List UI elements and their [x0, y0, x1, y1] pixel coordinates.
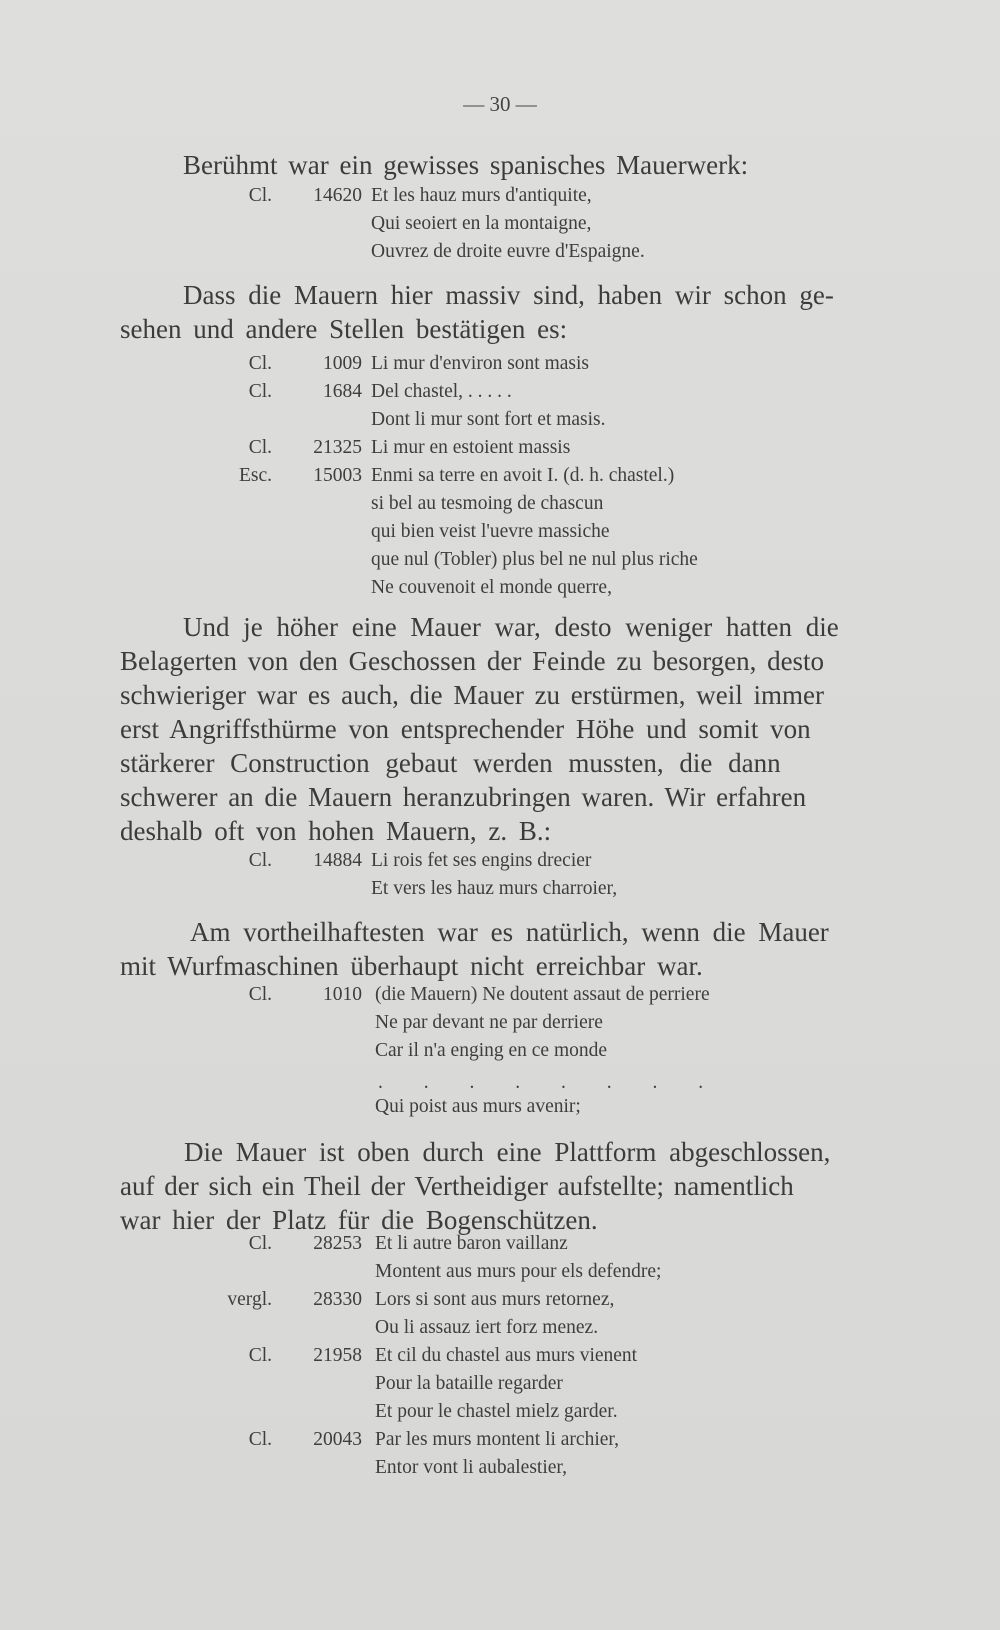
paragraph-line: deshalb oft von hohen Mauern, z. B.:	[120, 816, 552, 846]
citation-verse-number: 28253	[313, 1233, 362, 1254]
citation-text: Qui seoiert en la montaigne,	[371, 213, 592, 234]
citation-text: Montent aus murs pour els defendre;	[375, 1261, 662, 1282]
paragraph-line: sehen und andere Stellen bestätigen es:	[120, 314, 568, 344]
citation-text: Ou li assauz iert forz menez.	[375, 1317, 599, 1338]
citation-source: Cl.	[248, 353, 272, 374]
citation-text: Et pour le chastel mielz garder.	[375, 1401, 618, 1422]
citation-source: Cl.	[248, 185, 272, 206]
citation-source: Cl.	[248, 437, 272, 458]
citation-source: Cl.	[248, 1429, 272, 1450]
paragraph-line: schwieriger war es auch, die Mauer zu erstürmen, weil immer	[120, 680, 824, 710]
paragraph-line: Und je höher eine Mauer war, desto weniger hatten die	[183, 612, 839, 642]
citation-text: que nul (Tobler) plus bel ne nul plus riche	[371, 549, 698, 570]
citation-text: Et cil du chastel aus murs vienent	[375, 1345, 638, 1366]
citation-text: qui bien veist l'uevre massiche	[371, 521, 610, 542]
citation-text: Car il n'a enging en ce monde	[375, 1040, 608, 1061]
paragraph-line: Berühmt war ein gewisses spanisches Mauerwerk:	[183, 150, 749, 180]
citation-source: Cl.	[248, 984, 272, 1005]
citation-text: Ne couvenoit el monde querre,	[371, 577, 612, 598]
paragraph-line: stärkerer Construction gebaut werden mussten, die dann	[120, 748, 781, 778]
citation-text: Et li autre baron vaillanz	[375, 1233, 568, 1254]
paragraph-line: auf der sich ein Theil der Vertheidiger aufstellte; namentlich	[120, 1171, 794, 1201]
paragraph-line: Am vortheilhaftesten war es natürlich, wenn die Mauer	[190, 917, 829, 947]
paragraph-line: Die Mauer ist oben durch eine Plattform abgeschlossen,	[184, 1137, 831, 1167]
citation-text: Et vers les hauz murs charroier,	[371, 878, 618, 899]
citation-text: si bel au tesmoing de chascun	[371, 493, 604, 514]
citation-text: (die Mauern) Ne doutent assaut de perriere	[375, 984, 710, 1005]
citation-text: Li rois fet ses engins drecier	[371, 850, 592, 871]
citation-text: Dont li mur sont fort et masis.	[371, 409, 606, 430]
citation-text: Del chastel, . . . . .	[371, 381, 512, 402]
citation-source: Cl.	[248, 850, 272, 871]
page-number: — 30 —	[463, 92, 537, 116]
paragraph-line: Dass die Mauern hier massiv sind, haben wir schon ge-	[183, 280, 834, 310]
citation-source: Cl.	[248, 1233, 272, 1254]
citation-verse-number: 14884	[313, 850, 362, 871]
paragraph-line: mit Wurfmaschinen überhaupt nicht erreichbar war.	[120, 951, 703, 981]
citation-text: Par les murs montent li archier,	[375, 1429, 619, 1450]
citation-verse-number: 1684	[323, 381, 362, 402]
citation-verse-number: 14620	[313, 185, 362, 206]
citation-text: Ne par devant ne par derriere	[375, 1012, 603, 1033]
citation-verse-number: 1010	[323, 984, 362, 1005]
citation-source: vergl.	[227, 1289, 272, 1310]
paragraph-line: schwerer an die Mauern heranzubringen waren. Wir erfahren	[120, 782, 807, 812]
citation-verse-number: 21325	[313, 437, 362, 458]
citation-source: Esc.	[238, 465, 272, 486]
citation-verse-number: 28330	[313, 1289, 362, 1310]
citation-verse-number: 20043	[313, 1429, 362, 1450]
citation-text: Qui poist aus murs avenir;	[375, 1096, 581, 1117]
citation-source: Cl.	[248, 381, 272, 402]
citation-text: Entor vont li aubalestier,	[375, 1457, 568, 1478]
paragraph-line: erst Angriffsthürme von entsprechender Höhe und somit von	[120, 714, 811, 744]
citation-text: Lors si sont aus murs retornez,	[375, 1289, 615, 1310]
citation-text: Enmi sa terre en avoit I. (d. h. chastel.)	[371, 465, 675, 486]
ellipsis-line: . . . . . . . .	[378, 1072, 722, 1093]
citation-text: Ouvrez de droite euvre d'Espaigne.	[371, 241, 645, 262]
paragraph-line: Belagerten von den Geschossen der Feinde zu besorgen, desto	[120, 646, 825, 676]
paragraph-line: war hier der Platz für die Bogenschützen.	[120, 1205, 598, 1235]
citation-text: Et les hauz murs d'antiquite,	[371, 185, 592, 206]
citation-verse-number: 1009	[323, 353, 362, 374]
citation-verse-number: 15003	[313, 465, 362, 486]
citation-text: Li mur d'environ sont masis	[371, 353, 589, 374]
citation-text: Pour la bataille regarder	[375, 1373, 563, 1394]
citation-verse-number: 21958	[313, 1345, 362, 1366]
citation-source: Cl.	[248, 1345, 272, 1366]
citation-text: Li mur en estoient massis	[371, 437, 571, 458]
